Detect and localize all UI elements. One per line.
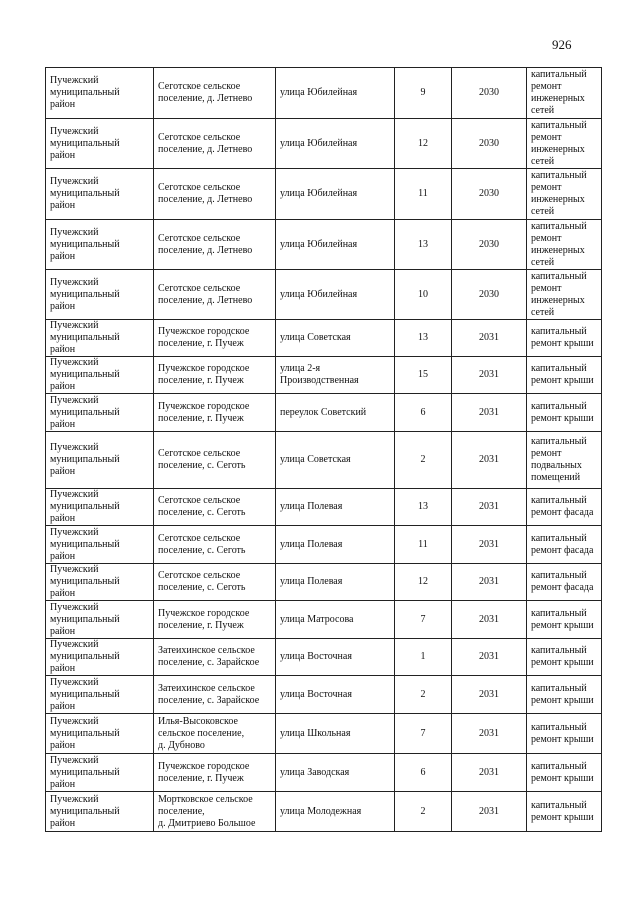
house-number-cell [395, 714, 452, 754]
house-number-cell-text: 12 [418, 576, 428, 587]
street-cell [276, 394, 395, 432]
house-number-cell [395, 320, 452, 357]
year-cell [452, 320, 527, 357]
year-cell-text: 2031 [479, 805, 499, 817]
district-cell [46, 564, 154, 601]
work-type-cell [527, 119, 602, 169]
work-type-cell [527, 357, 602, 394]
work-type-cell [527, 601, 602, 639]
house-number-cell [395, 68, 452, 119]
year-cell [452, 220, 527, 270]
district-cell [46, 169, 154, 220]
district-cell-text: Пучежский муниципальный район [50, 75, 120, 110]
work-type-cell [527, 169, 602, 220]
street-cell-text: улица Восточная [280, 651, 352, 662]
work-type-cell-text: капитальный ремонт подвальных помещений [531, 436, 587, 483]
table-row [46, 394, 602, 432]
year-cell-text: 2031 [479, 727, 499, 739]
district-cell [46, 220, 154, 270]
house-number-cell-text: 15 [418, 369, 428, 380]
work-type-cell-text: капитальный ремонт инженерных сетей [531, 270, 587, 318]
work-type-cell [527, 792, 602, 832]
house-number-cell [395, 489, 452, 526]
house-number-cell-text: 6 [420, 406, 426, 418]
house-number-cell [395, 639, 452, 676]
street-cell [276, 639, 395, 676]
year-cell [452, 394, 527, 432]
street-cell [276, 320, 395, 357]
street-cell-text: улица 2-я Производственная [280, 363, 359, 386]
table-row [46, 639, 602, 676]
street-cell-text: улица Юбилейная [280, 188, 358, 199]
settlement-cell [154, 169, 276, 220]
settlement-cell [154, 792, 276, 832]
settlement-cell-text: Мортковское сельское поселение, д. Дмитриево Большое [158, 793, 256, 829]
street-cell-text: улица Заводская [280, 766, 350, 778]
year-cell [452, 601, 527, 639]
year-cell [452, 119, 527, 169]
house-number-cell [395, 432, 452, 489]
settlement-cell [154, 564, 276, 601]
year-cell-text: 2030 [479, 238, 499, 250]
house-number-cell [395, 270, 452, 320]
district-cell-text: Пучежский муниципальный район [50, 639, 120, 674]
work-type-cell-text: капитальный ремонт крыши [531, 326, 594, 349]
street-cell-text: улица Советская [280, 332, 351, 343]
district-cell [46, 432, 154, 489]
settlement-cell-text: Сеготское сельское поселение, д. Летнево [158, 182, 253, 205]
work-type-cell-text: капитальный ремонт инженерных сетей [531, 119, 587, 167]
house-number-cell-text: 10 [418, 288, 428, 300]
work-type-cell-text: капитальный ремонт фасада [531, 495, 594, 518]
settlement-cell-text: Сеготское сельское поселение, с. Сеготь [158, 448, 246, 471]
district-cell-text: Пучежский муниципальный район [50, 442, 120, 477]
work-type-cell-text: капитальный ремонт инженерных сетей [531, 69, 587, 116]
house-number-cell-text: 13 [418, 238, 428, 250]
house-number-cell-text: 12 [418, 137, 428, 149]
settlement-cell [154, 320, 276, 357]
work-type-cell [527, 68, 602, 119]
house-number-cell [395, 119, 452, 169]
settlement-cell [154, 270, 276, 320]
house-number-cell-text: 2 [420, 454, 426, 465]
district-cell [46, 639, 154, 676]
year-cell [452, 564, 527, 601]
street-cell [276, 169, 395, 220]
settlement-cell [154, 432, 276, 489]
settlement-cell [154, 526, 276, 564]
house-number-cell [395, 676, 452, 714]
district-cell-text: Пучежский муниципальный район [50, 564, 120, 599]
street-cell-text: улица Полевая [280, 501, 343, 512]
work-type-cell-text: капитальный ремонт инженерных сетей [531, 220, 587, 268]
table-body [46, 68, 602, 832]
table-row [46, 270, 602, 320]
district-cell [46, 119, 154, 169]
settlement-cell-text: Затеихинское сельское поселение, с. Зарайское [158, 682, 260, 706]
settlement-cell [154, 639, 276, 676]
district-cell-text: Пучежский муниципальный район [50, 715, 120, 751]
house-number-cell [395, 394, 452, 432]
street-cell-text: улица Советская [280, 454, 351, 465]
district-cell [46, 68, 154, 119]
table-row [46, 169, 602, 220]
year-cell [452, 526, 527, 564]
year-cell-text: 2031 [479, 576, 499, 587]
table-row [46, 676, 602, 714]
table-row [46, 357, 602, 394]
settlement-cell-text: Сеготское сельское поселение, д. Летнево [158, 282, 253, 306]
street-cell-text: улица Юбилейная [280, 137, 358, 149]
street-cell [276, 68, 395, 119]
settlement-cell [154, 68, 276, 119]
street-cell [276, 676, 395, 714]
settlement-cell-text: Пучежское городское поселение, г. Пучеж [158, 400, 250, 424]
work-type-cell [527, 526, 602, 564]
table-row [46, 601, 602, 639]
year-cell-text: 2031 [479, 538, 499, 550]
street-cell [276, 489, 395, 526]
table-row [46, 526, 602, 564]
work-type-cell [527, 220, 602, 270]
year-cell [452, 676, 527, 714]
house-number-cell-text: 9 [420, 87, 426, 98]
street-cell [276, 220, 395, 270]
table-row [46, 792, 602, 832]
district-cell-text: Пучежский муниципальный район [50, 357, 120, 392]
settlement-cell-text: Сеготское сельское поселение, с. Сеготь [158, 570, 246, 593]
district-cell [46, 394, 154, 432]
work-type-cell [527, 639, 602, 676]
table-row [46, 489, 602, 526]
year-cell [452, 68, 527, 119]
work-type-cell-text: капитальный ремонт крыши [531, 721, 594, 745]
work-type-cell [527, 320, 602, 357]
street-cell-text: переулок Советский [280, 406, 367, 418]
table-row [46, 754, 602, 792]
house-number-cell [395, 564, 452, 601]
year-cell-text: 2031 [479, 406, 499, 418]
district-cell [46, 526, 154, 564]
year-cell [452, 432, 527, 489]
settlement-cell [154, 119, 276, 169]
year-cell [452, 754, 527, 792]
district-cell-text: Пучежский муниципальный район [50, 276, 120, 312]
district-cell-text: Пучежский муниципальный район [50, 754, 120, 790]
work-type-cell-text: капитальный ремонт крыши [531, 400, 594, 424]
work-type-cell [527, 394, 602, 432]
house-number-cell [395, 526, 452, 564]
district-cell [46, 270, 154, 320]
house-number-cell [395, 754, 452, 792]
house-number-cell [395, 601, 452, 639]
work-type-cell-text: капитальный ремонт крыши [531, 607, 594, 631]
settlement-cell-text: Пучежское городское поселение, г. Пучеж [158, 607, 250, 631]
year-cell-text: 2031 [479, 651, 499, 662]
street-cell-text: улица Школьная [280, 727, 351, 739]
work-type-cell [527, 489, 602, 526]
settlement-cell [154, 489, 276, 526]
district-cell [46, 489, 154, 526]
year-cell-text: 2031 [479, 332, 499, 343]
house-number-cell [395, 357, 452, 394]
settlement-cell-text: Пучежское городское поселение, г. Пучеж [158, 326, 250, 349]
table-row [46, 714, 602, 754]
settlement-cell-text: Сеготское сельское поселение, д. Летнево [158, 232, 253, 256]
year-cell-text: 2031 [479, 454, 499, 465]
table-row [46, 432, 602, 489]
settlement-cell-text: Затеихинское сельское поселение, с. Зарайское [158, 645, 260, 668]
table-row [46, 320, 602, 357]
street-cell [276, 270, 395, 320]
year-cell-text: 2031 [479, 369, 499, 380]
district-cell [46, 320, 154, 357]
house-number-cell-text: 7 [420, 613, 426, 625]
year-cell-text: 2031 [479, 613, 499, 625]
settlement-cell [154, 357, 276, 394]
settlement-cell-text: Сеготское сельское поселение, д. Летнево [158, 81, 253, 104]
street-cell [276, 754, 395, 792]
settlement-cell [154, 676, 276, 714]
street-cell-text: улица Юбилейная [280, 238, 358, 250]
settlement-cell-text: Сеготское сельское поселение, с. Сеготь [158, 495, 246, 518]
settlement-cell [154, 714, 276, 754]
district-cell-text: Пучежский муниципальный район [50, 176, 120, 211]
settlement-cell-text: Сеготское сельское поселение, с. Сеготь [158, 532, 246, 556]
year-cell-text: 2031 [479, 688, 499, 700]
street-cell [276, 526, 395, 564]
work-type-cell-text: капитальный ремонт крыши [531, 682, 594, 706]
year-cell [452, 270, 527, 320]
settlement-cell-text: Илья-Высоковское сельское поселение, д. Дубново [158, 715, 245, 751]
district-cell-text: Пучежский муниципальный район [50, 526, 120, 562]
work-type-cell-text: капитальный ремонт крыши [531, 799, 594, 823]
work-type-cell-text: капитальный ремонт крыши [531, 363, 594, 386]
year-cell-text: 2030 [479, 188, 499, 199]
year-cell-text: 2030 [479, 288, 499, 300]
work-type-cell-text: капитальный ремонт фасада [531, 532, 594, 556]
table-row [46, 220, 602, 270]
street-cell [276, 792, 395, 832]
district-cell-text: Пучежский муниципальный район [50, 489, 120, 524]
year-cell [452, 169, 527, 220]
house-number-cell-text: 2 [420, 688, 426, 700]
year-cell-text: 2030 [479, 87, 499, 98]
settlement-cell [154, 220, 276, 270]
house-number-cell [395, 220, 452, 270]
street-cell-text: улица Матросова [280, 613, 354, 625]
year-cell [452, 357, 527, 394]
work-type-cell [527, 676, 602, 714]
work-type-cell [527, 714, 602, 754]
work-type-cell-text: капитальный ремонт крыши [531, 760, 594, 784]
work-type-cell-text: капитальный ремонт фасада [531, 570, 594, 593]
street-cell [276, 119, 395, 169]
house-number-cell-text: 1 [420, 651, 426, 662]
street-cell [276, 564, 395, 601]
house-number-cell [395, 792, 452, 832]
settlement-cell-text: Пучежское городское поселение, г. Пучеж [158, 363, 250, 386]
district-cell [46, 601, 154, 639]
district-cell-text: Пучежский муниципальный район [50, 394, 120, 430]
house-number-cell-text: 6 [420, 766, 426, 778]
year-cell-text: 2030 [479, 137, 499, 149]
house-number-cell-text: 11 [418, 188, 428, 199]
settlement-cell [154, 754, 276, 792]
work-type-cell [527, 270, 602, 320]
year-cell [452, 714, 527, 754]
street-cell-text: улица Юбилейная [280, 87, 358, 98]
work-type-cell [527, 754, 602, 792]
street-cell [276, 601, 395, 639]
house-number-cell [395, 169, 452, 220]
street-cell-text: улица Юбилейная [280, 288, 358, 300]
street-cell-text: улица Восточная [280, 688, 352, 700]
settlement-cell-text: Сеготское сельское поселение, д. Летнево [158, 131, 253, 155]
year-cell-text: 2031 [479, 501, 499, 512]
work-type-cell-text: капитальный ремонт крыши [531, 645, 594, 668]
work-type-cell [527, 564, 602, 601]
street-cell [276, 432, 395, 489]
house-number-cell-text: 13 [418, 332, 428, 343]
house-number-cell-text: 2 [420, 805, 426, 817]
district-cell [46, 357, 154, 394]
settlement-cell [154, 601, 276, 639]
street-cell-text: улица Полевая [280, 576, 343, 587]
table-row [46, 68, 602, 119]
street-cell-text: улица Молодежная [280, 805, 362, 817]
district-cell [46, 792, 154, 832]
district-cell-text: Пучежский муниципальный район [50, 676, 120, 712]
year-cell [452, 792, 527, 832]
year-cell-text: 2031 [479, 766, 499, 778]
settlement-cell-text: Пучежское городское поселение, г. Пучеж [158, 760, 250, 784]
work-type-cell-text: капитальный ремонт инженерных сетей [531, 170, 587, 217]
page-number: 926 [552, 37, 572, 52]
house-number-cell-text: 13 [418, 501, 428, 512]
district-cell [46, 754, 154, 792]
district-cell [46, 676, 154, 714]
street-cell [276, 714, 395, 754]
street-cell [276, 357, 395, 394]
district-cell-text: Пучежский муниципальный район [50, 226, 120, 262]
district-cell-text: Пучежский муниципальный район [50, 320, 120, 355]
house-number-cell-text: 11 [418, 538, 428, 550]
district-cell-text: Пучежский муниципальный район [50, 125, 120, 161]
year-cell [452, 639, 527, 676]
table-row [46, 564, 602, 601]
district-cell-text: Пучежский муниципальный район [50, 793, 120, 829]
district-cell-text: Пучежский муниципальный район [50, 601, 120, 637]
repair-program-table [45, 67, 602, 832]
year-cell [452, 489, 527, 526]
settlement-cell [154, 394, 276, 432]
house-number-cell-text: 7 [420, 727, 426, 739]
district-cell [46, 714, 154, 754]
street-cell-text: улица Полевая [280, 538, 343, 550]
table-row [46, 119, 602, 169]
work-type-cell [527, 432, 602, 489]
